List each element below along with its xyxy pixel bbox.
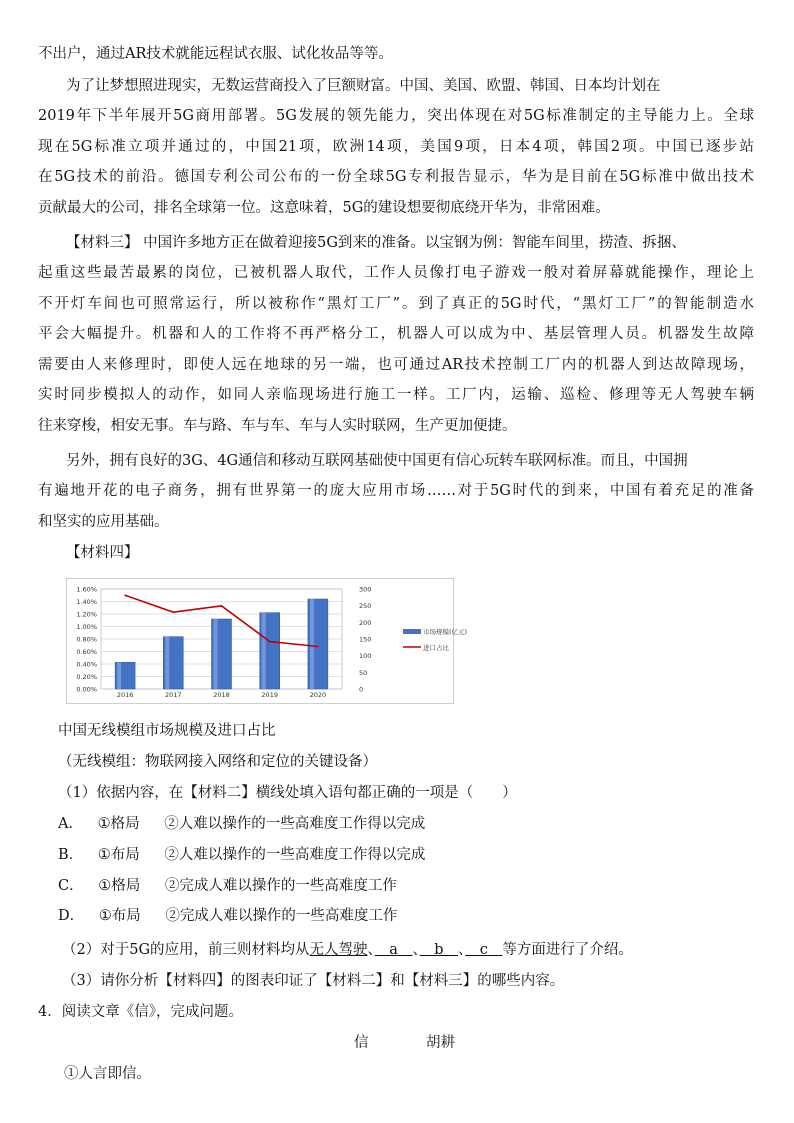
q2-blank-b[interactable]: b <box>419 942 458 958</box>
left-tick-label: 0.00% <box>76 685 97 694</box>
right-tick-label: 300 <box>359 585 372 594</box>
line-point <box>317 646 319 648</box>
bar-highlight <box>117 662 121 689</box>
x-tick-label: 2019 <box>261 691 278 699</box>
left-tick-label: 1.20% <box>76 610 97 619</box>
right-tick-label: 0 <box>359 685 364 694</box>
paragraph-line: 另外，拥有良好的3G、4G通信和移动互联网基础使中国更有信心玩转车联网标准。而且，中国拥 <box>66 453 688 469</box>
line-point <box>221 605 223 607</box>
paragraph-line: 需要由人来修理时，即使人远在地球的另一端，也可通过AR技术控制工厂内的机器人到达故障现场， <box>38 357 754 373</box>
option-choice-1: ①格局 <box>97 816 140 832</box>
option-b <box>58 845 774 865</box>
article-title: 信 <box>354 1035 369 1051</box>
article-author: 胡耕 <box>426 1035 455 1051</box>
q2-separator: 、 <box>412 942 420 958</box>
paragraph-line: 平会大幅提升。机器和人的工作将不再严格分工，机器人可以成为中、基层管理人员。机器发生故障 <box>38 326 754 342</box>
left-tick-label: 0.80% <box>76 635 97 644</box>
option-d <box>58 906 774 926</box>
paragraph-line: 现在5G标准立项并通过的，中国21项，欧洲14项，美国9项，日本4项，韩国2项。中国已逐步站 <box>38 139 754 155</box>
q2-blank-a[interactable]: a <box>374 942 413 958</box>
question-4: 4．阅读文章《信》，完成问题。 <box>38 1004 243 1020</box>
paragraph-line: 贡献最大的公司，排名全球第一位。这意味着，5G的建设想要彻底绕开华为，非常困难。 <box>38 200 610 216</box>
x-tick-label: 2018 <box>213 691 230 699</box>
paragraph-line: 在5G技术的前沿。德国专利公司公布的一份全球5G专利报告显示，华为是目前在5G标准中做出技术 <box>38 169 754 185</box>
q2-separator: 、 <box>458 942 466 958</box>
option-choice-2: ②完成人难以操作的一些高难度工作 <box>164 878 397 894</box>
paragraph-line: 有遍地开花的电子商务，拥有世界第一的庞大应用市场……对于5G时代的到来，中国有着充足的准备 <box>38 483 754 499</box>
option-letter: B． <box>58 847 84 863</box>
bar-highlight <box>165 637 169 689</box>
paragraph-line: 【材料三】 中国许多地方正在做着迎接5G到来的准备。以宝钢为例：智能车间里，捞渣、拆捆、 <box>66 235 686 251</box>
option-letter: A． <box>58 816 83 832</box>
right-tick-label: 150 <box>359 635 372 644</box>
article-paragraph-1: ①人言即信。 <box>64 1066 151 1082</box>
option-letter: D． <box>58 908 85 924</box>
question-1: （1）依据内容，在【材料二】横线处填入语句都正确的一项是（ ） <box>58 785 517 801</box>
x-tick-label: 2016 <box>116 691 134 699</box>
q2-prefix: （2）对于5G的应用，前三则材料均从 <box>62 942 310 958</box>
question-3: （3）请你分析【材料四】的图表印证了【材料二】和【材料三】的哪些内容。 <box>62 973 565 989</box>
paragraph-line: 往来穿梭，相安无事。车与路、车与车、车与人实时联网，生产更加便捷。 <box>38 418 517 434</box>
right-tick-label: 250 <box>359 602 372 611</box>
legend-label: 进口占比 <box>423 644 449 652</box>
paragraph-line: 2019年下半年展开5G商用部署。5G发展的领先能力，突出体现在对5G标准制定的主导能力上。全球 <box>38 108 754 124</box>
q2-suffix: 等方面进行了介绍。 <box>502 942 633 958</box>
left-tick-label: 1.00% <box>76 623 97 631</box>
left-tick-label: 1.60% <box>76 585 97 594</box>
paragraph-line: 实时同步模拟人的动作，如同人亲临现场进行施工一样。工厂内，运输、巡检、修理等无人驾驶车辆 <box>38 387 754 403</box>
option-choice-2: ②人难以操作的一些高难度工作得以完成 <box>164 816 426 832</box>
left-tick-label: 1.40% <box>76 598 97 606</box>
option-choice-1: ①布局 <box>98 908 141 924</box>
q2-blank-0: 无人驾驶 <box>309 942 368 958</box>
x-tick-label: 2020 <box>309 691 327 699</box>
paragraph-line: 起重这些最苦最累的岗位，已被机器人取代，工作人员像打电子游戏一般对着屏幕就能操作，理论上 <box>38 265 754 281</box>
x-tick-label: 2017 <box>165 691 182 699</box>
left-tick-label: 0.60% <box>76 648 97 656</box>
paragraph-line: 和坚实的应用基础。 <box>38 514 169 530</box>
option-c <box>58 876 774 896</box>
bar-highlight <box>262 613 266 689</box>
right-tick-label: 200 <box>359 618 372 627</box>
left-tick-label: 0.40% <box>76 660 97 669</box>
question-2 <box>62 940 778 960</box>
legend-swatch-bar <box>403 629 421 634</box>
left-tick-label: 0.20% <box>76 673 97 681</box>
option-choice-1: ①布局 <box>97 847 140 863</box>
line-point <box>269 641 271 643</box>
q2-blank-c[interactable]: c <box>465 942 503 958</box>
q2-separator: 、 <box>367 942 375 958</box>
line-point <box>124 594 126 596</box>
line-point <box>173 611 175 613</box>
chart <box>66 578 468 704</box>
paragraph-line: 不开灯车间也可照常运行，所以被称作“黑灯工厂”。到了真正的5G时代，“黑灯工厂”的智能制造水 <box>38 296 754 312</box>
chart-svg <box>67 579 468 703</box>
paragraph-line: 为了让梦想照进现实，无数运营商投入了巨额财富。中国、美国、欧盟、韩国、日本均计划在 <box>66 78 661 94</box>
option-choice-2: ②完成人难以操作的一些高难度工作 <box>165 908 398 924</box>
chart-caption: 中国无线模组市场规模及进口占比 <box>58 723 276 739</box>
option-a <box>58 814 774 834</box>
bar-highlight <box>310 599 314 689</box>
material-four-heading: 【材料四】 <box>66 545 139 561</box>
paragraph-line: 不出户，通过AR技术就能远程试衣服、试化妆品等等。 <box>38 46 393 62</box>
chart-note: （无线模组：物联网接入网络和定位的关键设备） <box>58 754 377 770</box>
right-tick-label: 50 <box>359 668 368 677</box>
option-choice-1: ①格局 <box>98 878 141 894</box>
option-choice-2: ②人难以操作的一些高难度工作得以完成 <box>164 847 426 863</box>
bar-highlight <box>214 619 218 689</box>
right-tick-label: 100 <box>359 652 372 661</box>
option-letter: C． <box>58 878 84 894</box>
legend-label: 市场规模(亿元) <box>423 628 468 636</box>
